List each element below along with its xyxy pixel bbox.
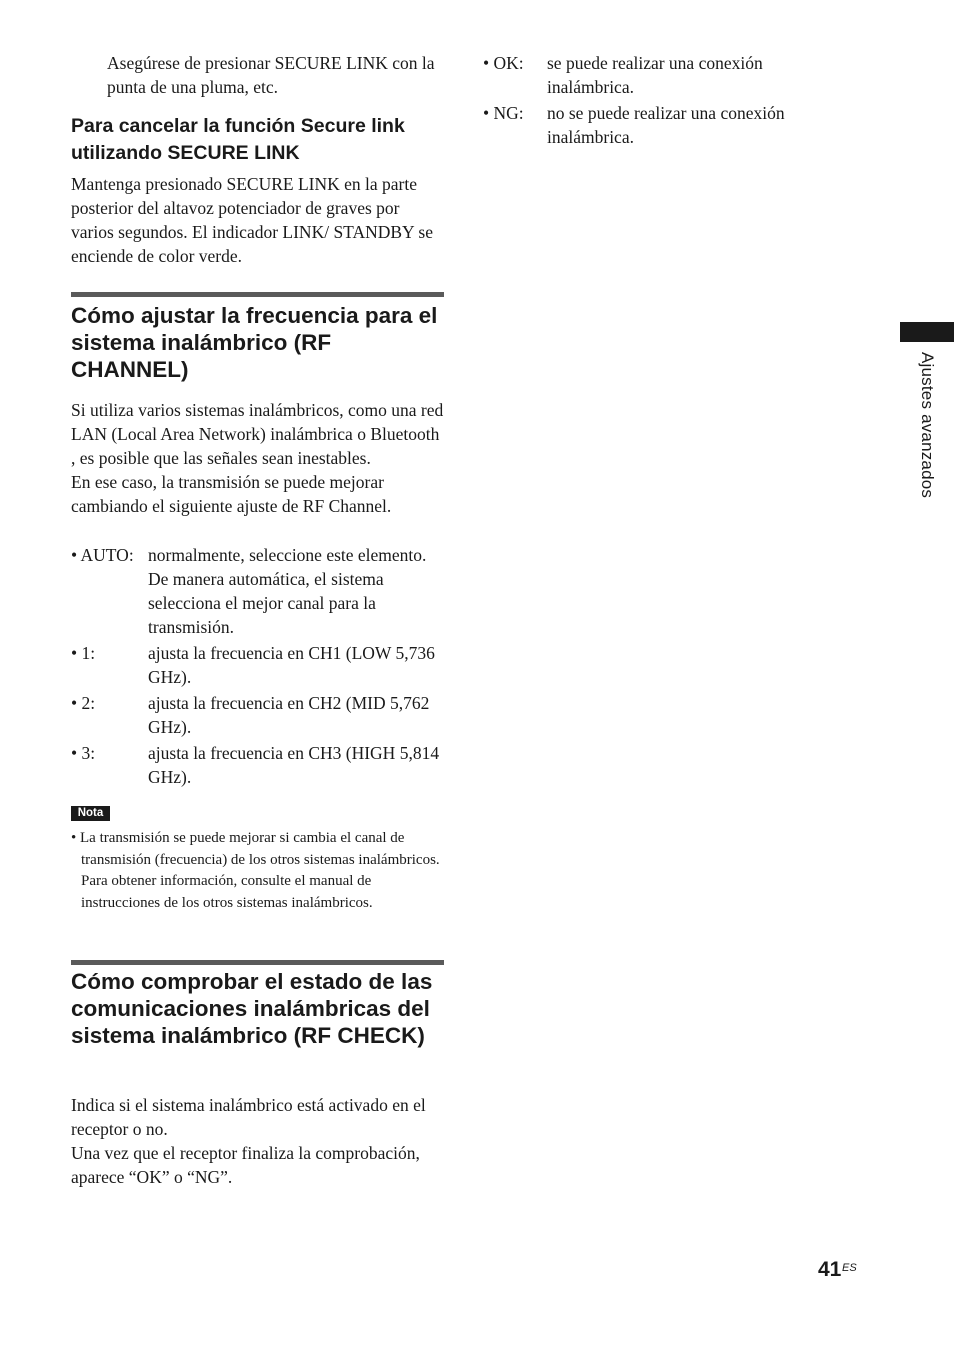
list-item xyxy=(71,691,446,739)
rf-check-results xyxy=(483,51,823,151)
rf-channel-paragraph: En ese caso, la transmisión se puede mejorar cambiando el siguiente ajuste de RF Channel. xyxy=(71,472,392,516)
result-key: • NG: xyxy=(483,103,524,123)
rf-check-title: Cómo comprobar el estado de las comunicaciones inalámbricas del sistema inalámbrico (RF CHECK) xyxy=(71,969,433,1048)
page-language-suffix: ES xyxy=(842,1262,857,1274)
note-text: • La transmisión se puede mejorar si cambia el canal de transmisión (frecuencia) de los otros sistemas inalámbricos. Para obtener información, consulte el manual de instrucciones de los otros sistemas inalámbricos. xyxy=(71,830,440,911)
section-divider xyxy=(71,292,444,297)
cancel-section-body: Mantenga presionado SECURE LINK en la parte posterior del altavoz potenciador de graves por varios segundos. El indicador LINK/ STANDBY se enciende de color verde. xyxy=(71,174,433,266)
option-key: • 2: xyxy=(71,693,96,713)
rf-check-paragraph: Una vez que el receptor finaliza la comprobación, aparece “OK” o “NG”. xyxy=(71,1143,420,1187)
rf-channel-paragraph: Si utiliza varios sistemas inalámbricos, como una red LAN (Local Area Network) inalámbrica o Bluetooth , es posible que las señales sean inestables. xyxy=(71,400,444,468)
rf-channel-title: Cómo ajustar la frecuencia para el sistema inalámbrico (RF CHANNEL) xyxy=(71,303,438,382)
list-item xyxy=(483,101,823,149)
option-key: • 3: xyxy=(71,743,96,763)
rf-check-body xyxy=(71,1093,446,1189)
rf-channel-body xyxy=(71,398,446,518)
option-key: • AUTO: xyxy=(71,545,134,565)
option-description: normalmente, seleccione este elemento. De manera automática, el sistema selecciona el mejor canal para la transmisión. xyxy=(148,545,427,637)
intro-note: Asegúrese de presionar SECURE LINK con la punta de una pluma, etc. xyxy=(107,53,435,97)
page-number: 41 xyxy=(818,1258,842,1281)
side-tab-marker xyxy=(900,322,954,342)
rf-channel-options xyxy=(71,543,446,791)
section-divider xyxy=(71,960,444,965)
result-key: • OK: xyxy=(483,53,524,73)
rf-check-paragraph: Indica si el sistema inalámbrico está activado en el receptor o no. xyxy=(71,1095,426,1139)
option-description: ajusta la frecuencia en CH3 (HIGH 5,814 GHz). xyxy=(148,743,440,787)
option-description: ajusta la frecuencia en CH2 (MID 5,762 GHz). xyxy=(148,693,430,737)
option-description: ajusta la frecuencia en CH1 (LOW 5,736 GHz). xyxy=(148,643,435,687)
result-description: se puede realizar una conexión inalámbrica. xyxy=(547,53,763,97)
list-item xyxy=(71,543,446,639)
list-item xyxy=(483,51,823,99)
cancel-section-heading: Para cancelar la función Secure link utilizando SECURE LINK xyxy=(71,115,405,164)
result-description: no se puede realizar una conexión inalámbrica. xyxy=(547,103,785,147)
side-tab-label: Ajustes avanzados xyxy=(918,352,937,499)
note-badge: Nota xyxy=(71,806,110,821)
list-item xyxy=(71,741,446,789)
option-key: • 1: xyxy=(71,643,96,663)
list-item xyxy=(71,641,446,689)
